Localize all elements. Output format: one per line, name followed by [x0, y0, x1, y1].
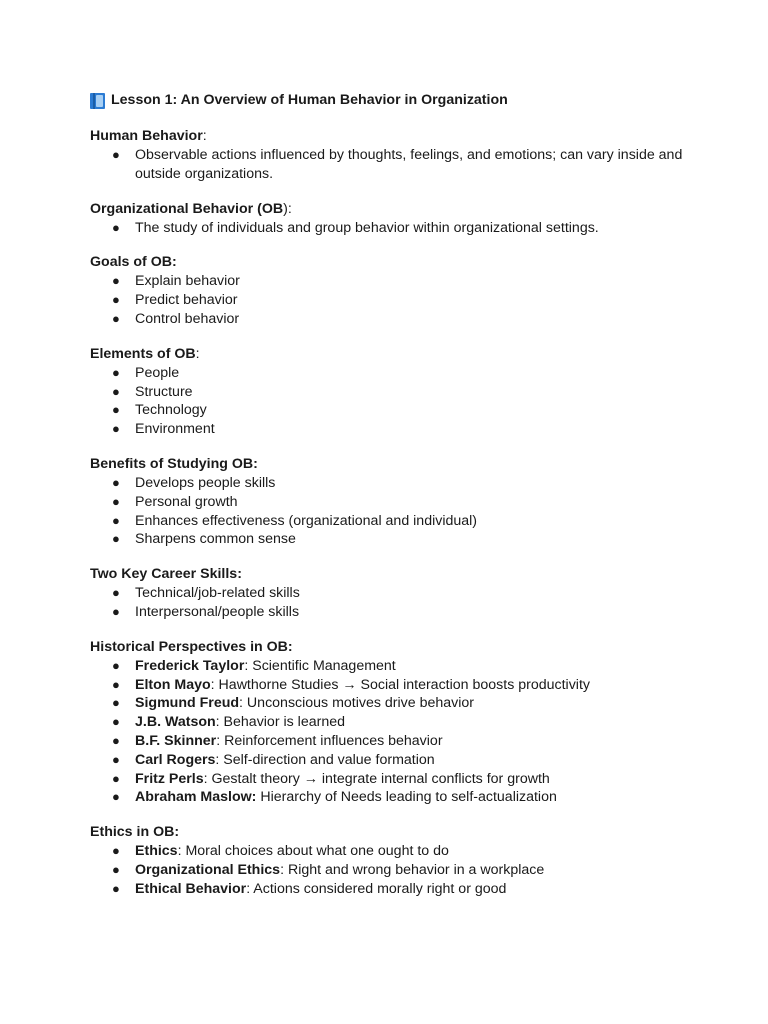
bullet-icon: ● — [112, 531, 120, 547]
list-item — [90, 713, 690, 732]
list-item-term: Abraham Maslow: — [135, 789, 257, 806]
list-item — [90, 474, 690, 493]
list-item — [90, 146, 690, 184]
list-item-term: Organizational Ethics — [135, 861, 281, 878]
section-heading-bold: Ethics in OB: — [90, 824, 180, 841]
section — [90, 200, 690, 238]
bullet-list — [90, 364, 690, 439]
list-item-text: Environment — [135, 421, 215, 438]
list-item-text: People — [135, 364, 180, 381]
section-heading — [90, 565, 690, 584]
list-item — [90, 291, 690, 310]
section-heading-rest: ): — [283, 200, 292, 217]
list-item — [90, 584, 690, 603]
section — [90, 455, 690, 549]
list-item-text: Explain behavior — [135, 273, 240, 290]
list-item-term: Elton Mayo — [135, 676, 211, 693]
list-item — [90, 219, 690, 238]
list-item — [90, 694, 690, 713]
list-item-term: J.B. Watson — [135, 714, 216, 731]
bullet-icon: ● — [112, 861, 120, 877]
list-item — [90, 603, 690, 622]
list-item-text: : Gestalt theory → integrate internal conflicts for growth — [203, 770, 550, 787]
list-item-term: Fritz Perls — [135, 770, 204, 787]
bullet-icon: ● — [112, 273, 120, 289]
bullet-icon: ● — [112, 585, 120, 601]
list-item — [90, 751, 690, 770]
blue-book-icon — [90, 93, 105, 109]
list-item — [90, 364, 690, 383]
section-heading — [90, 200, 690, 219]
bullet-icon: ● — [112, 880, 120, 896]
bullet-list — [90, 146, 690, 184]
bullet-icon: ● — [112, 770, 120, 786]
list-item-text: Structure — [135, 383, 193, 400]
section-heading — [90, 345, 690, 364]
bullet-list — [90, 584, 690, 622]
list-item-text: Interpersonal/people skills — [135, 603, 300, 620]
section-heading-rest: : — [195, 345, 200, 362]
section-heading-rest: : — [202, 128, 207, 144]
section-heading-bold: Organizational Behavior (OB — [90, 200, 284, 217]
list-item — [90, 530, 690, 549]
document-page — [90, 90, 690, 899]
bullet-icon: ● — [112, 843, 120, 859]
list-item-text: : Behavior is learned — [215, 714, 346, 731]
bullet-list — [90, 842, 690, 898]
list-item-text: : Reinforcement influences behavior — [216, 732, 443, 749]
section-heading-bold: Elements of OB — [90, 345, 196, 362]
list-item-term: Frederick Taylor — [135, 657, 245, 674]
bullet-icon: ● — [112, 364, 120, 380]
section-heading — [90, 253, 690, 272]
list-item — [90, 272, 690, 291]
bullet-list — [90, 657, 690, 807]
list-item — [90, 383, 690, 402]
list-item-text: Personal growth — [135, 493, 238, 510]
list-item-text: : Actions considered morally right or good — [246, 880, 507, 897]
bullet-icon: ● — [112, 421, 120, 437]
list-item — [90, 493, 690, 512]
list-item — [90, 880, 690, 899]
list-item-text: Observable actions influenced by thoughts, feelings, and emotions; can vary inside and outside organizations. — [135, 147, 683, 182]
list-item-text: Technical/job-related skills — [135, 585, 300, 602]
bullet-icon: ● — [112, 751, 120, 767]
section-heading-bold: Human Behavior — [90, 128, 203, 144]
bullet-icon: ● — [112, 603, 120, 619]
section-heading — [90, 823, 690, 842]
list-item-text: Develops people skills — [135, 474, 276, 491]
section-heading — [90, 638, 690, 657]
list-item-text: : Hawthorne Studies → Social interaction boosts productivity — [210, 676, 590, 693]
bullet-icon: ● — [112, 695, 120, 711]
bullet-icon: ● — [112, 292, 120, 308]
list-item-text: : Unconscious motives drive behavior — [239, 695, 475, 712]
bullet-icon: ● — [112, 732, 120, 748]
bullet-icon: ● — [112, 310, 120, 326]
list-item-text: : Right and wrong behavior in a workplace — [280, 861, 545, 878]
section-heading — [90, 455, 690, 474]
list-item — [90, 512, 690, 531]
bullet-icon: ● — [112, 676, 120, 692]
section-heading-bold: Historical Perspectives in OB: — [90, 638, 293, 655]
section-heading-bold: Two Key Career Skills: — [90, 566, 242, 583]
bullet-icon: ● — [112, 789, 120, 805]
bullet-icon: ● — [112, 657, 120, 673]
bullet-icon: ● — [112, 474, 120, 490]
bullet-icon: ● — [112, 147, 120, 162]
list-item — [90, 842, 690, 861]
list-item-text: Enhances effectiveness (organizational and individual) — [135, 512, 478, 529]
bullet-list — [90, 474, 690, 549]
bullet-icon: ● — [112, 402, 120, 418]
section — [90, 823, 690, 898]
list-item-text: : Self-direction and value formation — [215, 751, 435, 768]
bullet-list — [90, 219, 690, 238]
list-item — [90, 788, 690, 807]
section-heading-bold: Benefits of Studying OB: — [90, 455, 258, 472]
list-item-text: The study of individuals and group behavior within organizational settings. — [135, 219, 599, 236]
section — [90, 638, 690, 807]
bullet-list — [90, 272, 690, 328]
list-item-term: Sigmund Freud — [135, 695, 240, 712]
lesson-title-text: Lesson 1: An Overview of Human Behavior in Organization — [111, 92, 508, 108]
bullet-icon: ● — [112, 219, 120, 235]
list-item — [90, 310, 690, 329]
bullet-icon: ● — [112, 512, 120, 528]
lesson-title — [90, 90, 690, 111]
section — [90, 565, 690, 622]
list-item-text: : Scientific Management — [244, 657, 396, 674]
list-item — [90, 861, 690, 880]
list-item — [90, 770, 690, 789]
list-item-term: Carl Rogers — [135, 751, 216, 768]
bullet-icon: ● — [112, 493, 120, 509]
list-item-text: Hierarchy of Needs leading to self-actualization — [256, 789, 557, 806]
list-item-text: Predict behavior — [135, 292, 238, 309]
list-item — [90, 401, 690, 420]
section-heading-bold: Goals of OB: — [90, 254, 177, 271]
section — [90, 253, 690, 328]
bullet-icon: ● — [112, 383, 120, 399]
bullet-icon: ● — [112, 714, 120, 730]
list-item — [90, 732, 690, 751]
list-item-text: : Moral choices about what one ought to do — [177, 843, 449, 860]
list-item-term: Ethical Behavior — [135, 880, 247, 897]
list-item-text: Technology — [135, 402, 207, 419]
list-item-text: Sharpens common sense — [135, 531, 296, 548]
list-item — [90, 420, 690, 439]
list-item — [90, 676, 690, 695]
section-heading — [90, 127, 690, 146]
list-item — [90, 657, 690, 676]
section — [90, 127, 690, 184]
section — [90, 345, 690, 439]
sections-container — [90, 127, 690, 899]
list-item-term: B.F. Skinner — [135, 732, 217, 749]
list-item-text: Control behavior — [135, 310, 240, 327]
list-item-term: Ethics — [135, 843, 178, 860]
